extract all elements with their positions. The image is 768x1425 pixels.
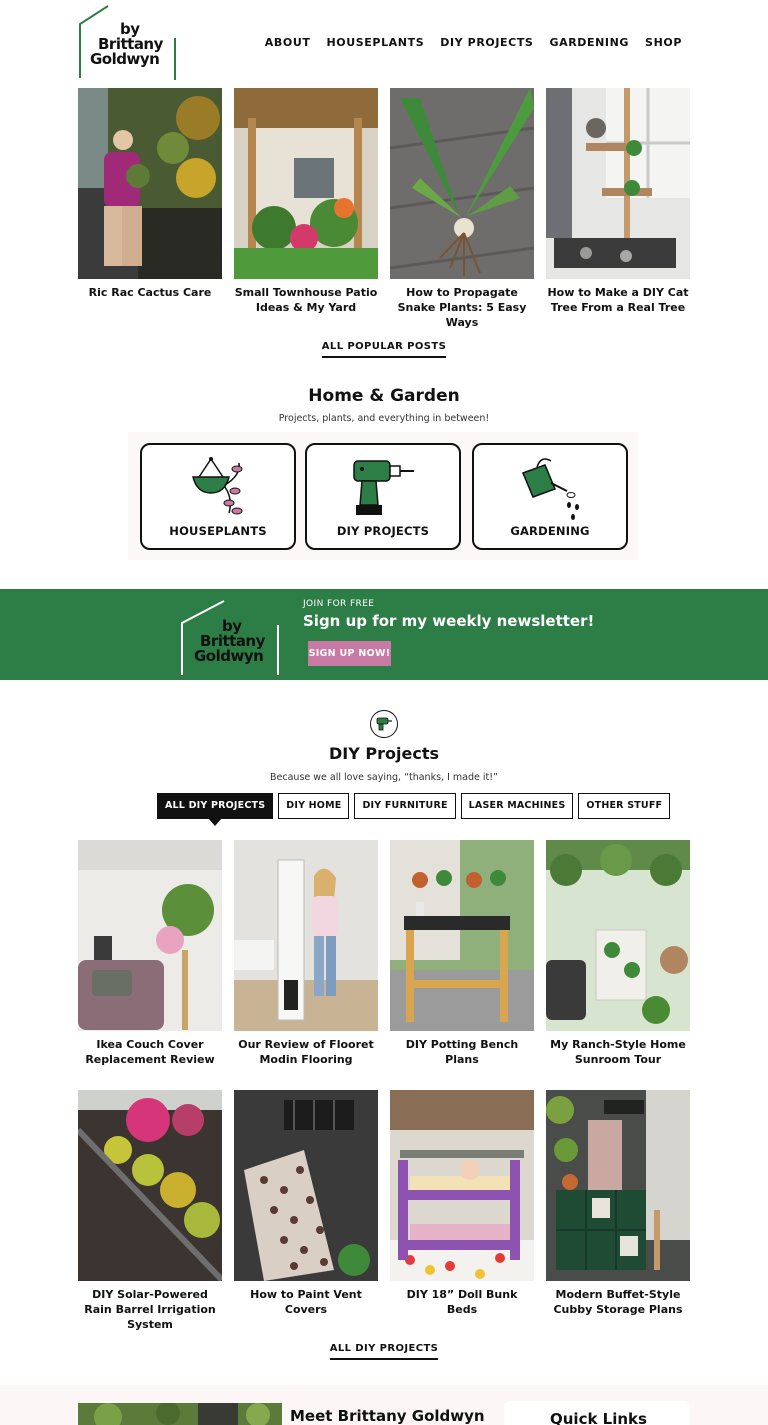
post-title[interactable]: Our Review of Flooret Modin Flooring	[238, 1038, 374, 1066]
post-title[interactable]: DIY 18” Doll Bunk Beds	[406, 1288, 518, 1316]
post-thumbnail[interactable]	[234, 840, 378, 1031]
popular-post-card[interactable]	[234, 88, 378, 330]
category-card-diy-projects[interactable]	[305, 443, 461, 550]
quick-links-title: Quick Links	[550, 1410, 647, 1425]
post-thumbnail[interactable]	[546, 1090, 690, 1281]
author-photo	[78, 1403, 282, 1425]
category-label: GARDENING	[510, 524, 590, 538]
main-nav	[265, 36, 682, 49]
home-garden-subtitle: Projects, plants, and everything in between!	[278, 413, 490, 424]
newsletter-logo-text: by Brittany Goldwyn	[194, 617, 265, 665]
nav-diy-projects[interactable]: DIY PROJECTS	[440, 36, 534, 49]
drill-icon	[370, 710, 398, 738]
nav-about[interactable]: ABOUT	[264, 36, 311, 49]
diy-posts-grid-row-2	[78, 1090, 690, 1332]
logo-text: by Brittany Goldwyn	[90, 20, 163, 68]
home-garden-title: Home & Garden	[308, 386, 460, 406]
nav-gardening[interactable]: GARDENING	[549, 36, 630, 49]
popular-post-card[interactable]	[546, 88, 690, 330]
watering-can-icon	[515, 455, 585, 525]
post-thumbnail[interactable]	[234, 1090, 378, 1281]
category-card-gardening[interactable]	[472, 443, 628, 550]
post-thumbnail[interactable]	[390, 1090, 534, 1281]
nav-houseplants[interactable]: HOUSEPLANTS	[326, 36, 425, 49]
diy-posts-grid-row-1	[78, 840, 690, 1067]
nav-shop[interactable]: SHOP	[645, 36, 682, 49]
newsletter-banner	[0, 589, 768, 680]
sign-up-button[interactable]: SIGN UP NOW!	[308, 641, 391, 666]
post-thumbnail[interactable]	[234, 88, 378, 279]
post-title[interactable]: Small Townhouse Patio Ideas & My Yard	[234, 286, 378, 314]
newsletter-logo	[180, 595, 280, 675]
post-title[interactable]: DIY Solar-Powered Rain Barrel Irrigation System	[84, 1288, 216, 1331]
diy-post-card[interactable]	[390, 1090, 534, 1332]
diy-post-card[interactable]	[78, 840, 222, 1067]
all-diy-projects-link[interactable]: ALL DIY PROJECTS	[330, 1343, 439, 1360]
meet-author-title: Meet Brittany Goldwyn	[290, 1407, 485, 1425]
post-thumbnail[interactable]	[546, 88, 690, 279]
newsletter-title: Sign up for my weekly newsletter!	[303, 612, 595, 630]
site-header	[0, 0, 768, 88]
hanging-plant-icon	[185, 455, 251, 519]
all-diy-projects-link-wrap	[0, 1336, 768, 1355]
all-popular-posts-link-wrap	[0, 334, 768, 353]
post-title[interactable]: Modern Buffet-Style Cubby Storage Plans	[553, 1288, 683, 1316]
post-title[interactable]: Ric Rac Cactus Care	[88, 286, 212, 299]
tab-other-stuff[interactable]: OTHER STUFF	[578, 793, 670, 819]
popular-posts-grid	[78, 88, 690, 330]
tab-laser-machines[interactable]: LASER MACHINES	[461, 793, 574, 819]
diy-post-card[interactable]	[546, 840, 690, 1067]
site-logo[interactable]	[78, 4, 178, 80]
diy-section-title: DIY Projects	[329, 744, 439, 763]
post-thumbnail[interactable]	[78, 88, 222, 279]
all-popular-posts-link[interactable]: ALL POPULAR POSTS	[322, 341, 446, 358]
category-cards	[128, 432, 638, 560]
post-thumbnail[interactable]	[78, 840, 222, 1031]
category-card-houseplants[interactable]	[140, 443, 296, 550]
post-thumbnail[interactable]	[390, 88, 534, 279]
tab-all-diy-projects[interactable]: ALL DIY PROJECTS	[157, 793, 273, 819]
tab-diy-home[interactable]: DIY HOME	[278, 793, 349, 819]
drill-icon	[348, 455, 418, 519]
post-title[interactable]: DIY Potting Bench Plans	[405, 1038, 519, 1066]
post-thumbnail[interactable]	[390, 840, 534, 1031]
diy-post-card[interactable]	[390, 840, 534, 1067]
category-label: DIY PROJECTS	[336, 524, 430, 538]
diy-filter-tabs	[157, 793, 670, 819]
post-title[interactable]: How to Paint Vent Covers	[250, 1288, 362, 1316]
post-title[interactable]: How to Make a DIY Cat Tree From a Real Tree	[547, 286, 689, 314]
post-thumbnail[interactable]	[78, 1090, 222, 1281]
diy-post-card[interactable]	[78, 1090, 222, 1332]
diy-post-card[interactable]	[546, 1090, 690, 1332]
post-thumbnail[interactable]	[546, 840, 690, 1031]
tab-diy-furniture[interactable]: DIY FURNITURE	[354, 793, 455, 819]
post-title[interactable]: My Ranch-Style Home Sunroom Tour	[550, 1038, 686, 1066]
newsletter-kicker: JOIN FOR FREE	[303, 599, 375, 609]
diy-post-card[interactable]	[234, 840, 378, 1067]
post-title[interactable]: How to Propagate Snake Plants: 5 Easy Ways	[397, 286, 527, 329]
post-title[interactable]: Ikea Couch Cover Replacement Review	[85, 1038, 215, 1066]
diy-section-subtitle: Because we all love saying, “thanks, I made it!”	[270, 772, 498, 783]
category-label: HOUSEPLANTS	[169, 524, 267, 538]
popular-post-card[interactable]	[78, 88, 222, 330]
popular-post-card[interactable]	[390, 88, 534, 330]
diy-post-card[interactable]	[234, 1090, 378, 1332]
